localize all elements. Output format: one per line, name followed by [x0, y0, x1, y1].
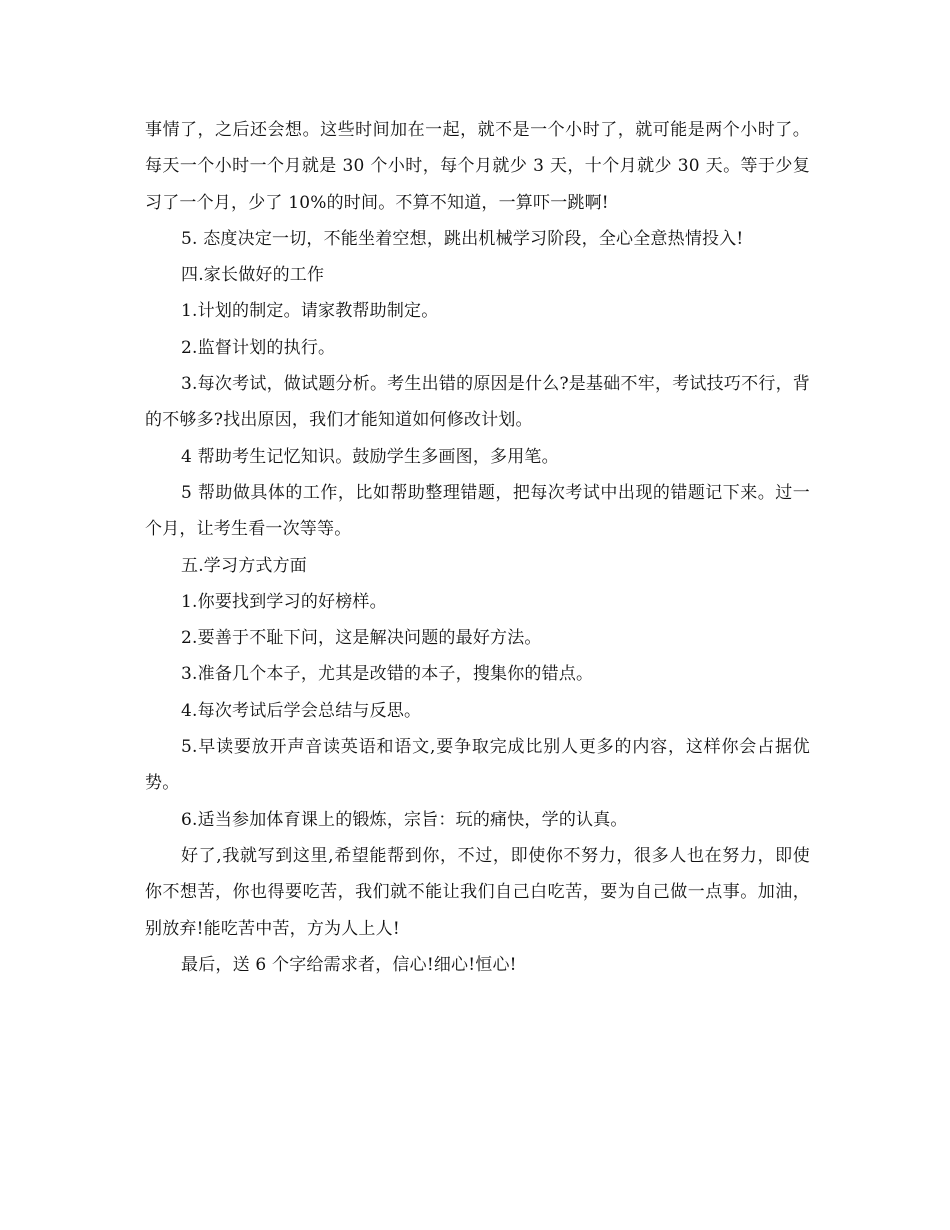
list-item-parent-2: 2.监督计划的执行。: [181, 337, 336, 358]
list-item-study-4: 4.每次考试后学会总结与反思。: [181, 700, 422, 721]
paragraph-closing: 好了,我就写到这里,希望能帮到你，不过，即使你不努力，很多人也在努力，即使你不想苦，你也得要吃苦，我们就不能让我们自己白吃苦，要为自己做一点事。加油，别放弃!能吃苦中苦，方为人上人!: [145, 845, 810, 939]
list-item-study-1: 1.你要找到学习的好榜样。: [181, 591, 387, 612]
list-item-study-2: 2.要善于不耻下问，这是解决问题的最好方法。: [181, 628, 542, 649]
paragraph-attitude: 5. 态度决定一切，不能坐着空想，跳出机械学习阶段，全心全意热情投入!: [181, 228, 744, 249]
section-heading-parents: 四.家长做好的工作: [181, 265, 325, 286]
list-item-parent-1: 1.计划的制定。请家教帮助制定。: [181, 301, 439, 322]
paragraph-continuation: 事情了，之后还会想。这些时间加在一起，就不是一个小时了，就可能是两个小时了。每天一个小时一个月就是 30 个小时，每个月就少 3 天，十个月就少 30 天。等于少复习了一个月，少了 10%的时间。不算不知道，一算吓一跳啊!: [145, 120, 810, 213]
document-body: [145, 112, 810, 983]
list-item-parent-4: 4 帮助考生记忆知识。鼓励学生多画图，多用笔。: [181, 446, 559, 467]
list-item-parent-5: 5 帮助做具体的工作，比如帮助整理错题，把每次考试中出现的错题记下来。过一个月，让考生看一次等等。: [145, 482, 810, 540]
list-item-study-5: 5.早读要放开声音读英语和语文,要争取完成比别人更多的内容，这样你会占据优势。: [145, 737, 810, 794]
list-item-study-6: 6.适当参加体育课上的锻炼，宗旨：玩的痛快，学的认真。: [181, 809, 628, 830]
list-item-study-3: 3.准备几个本子，尤其是改错的本子，搜集你的错点。: [181, 664, 594, 685]
list-item-parent-3: 3.每次考试，做试题分析。考生出错的原因是什么?是基础不牢，考试技巧不行，背的不够多?找出原因，我们才能知道如何修改计划。: [145, 374, 810, 431]
paragraph-final-words: 最后，送 6 个字给需求者，信心!细心!恒心!: [181, 954, 517, 975]
section-heading-study-methods: 五.学习方式方面: [181, 555, 308, 576]
